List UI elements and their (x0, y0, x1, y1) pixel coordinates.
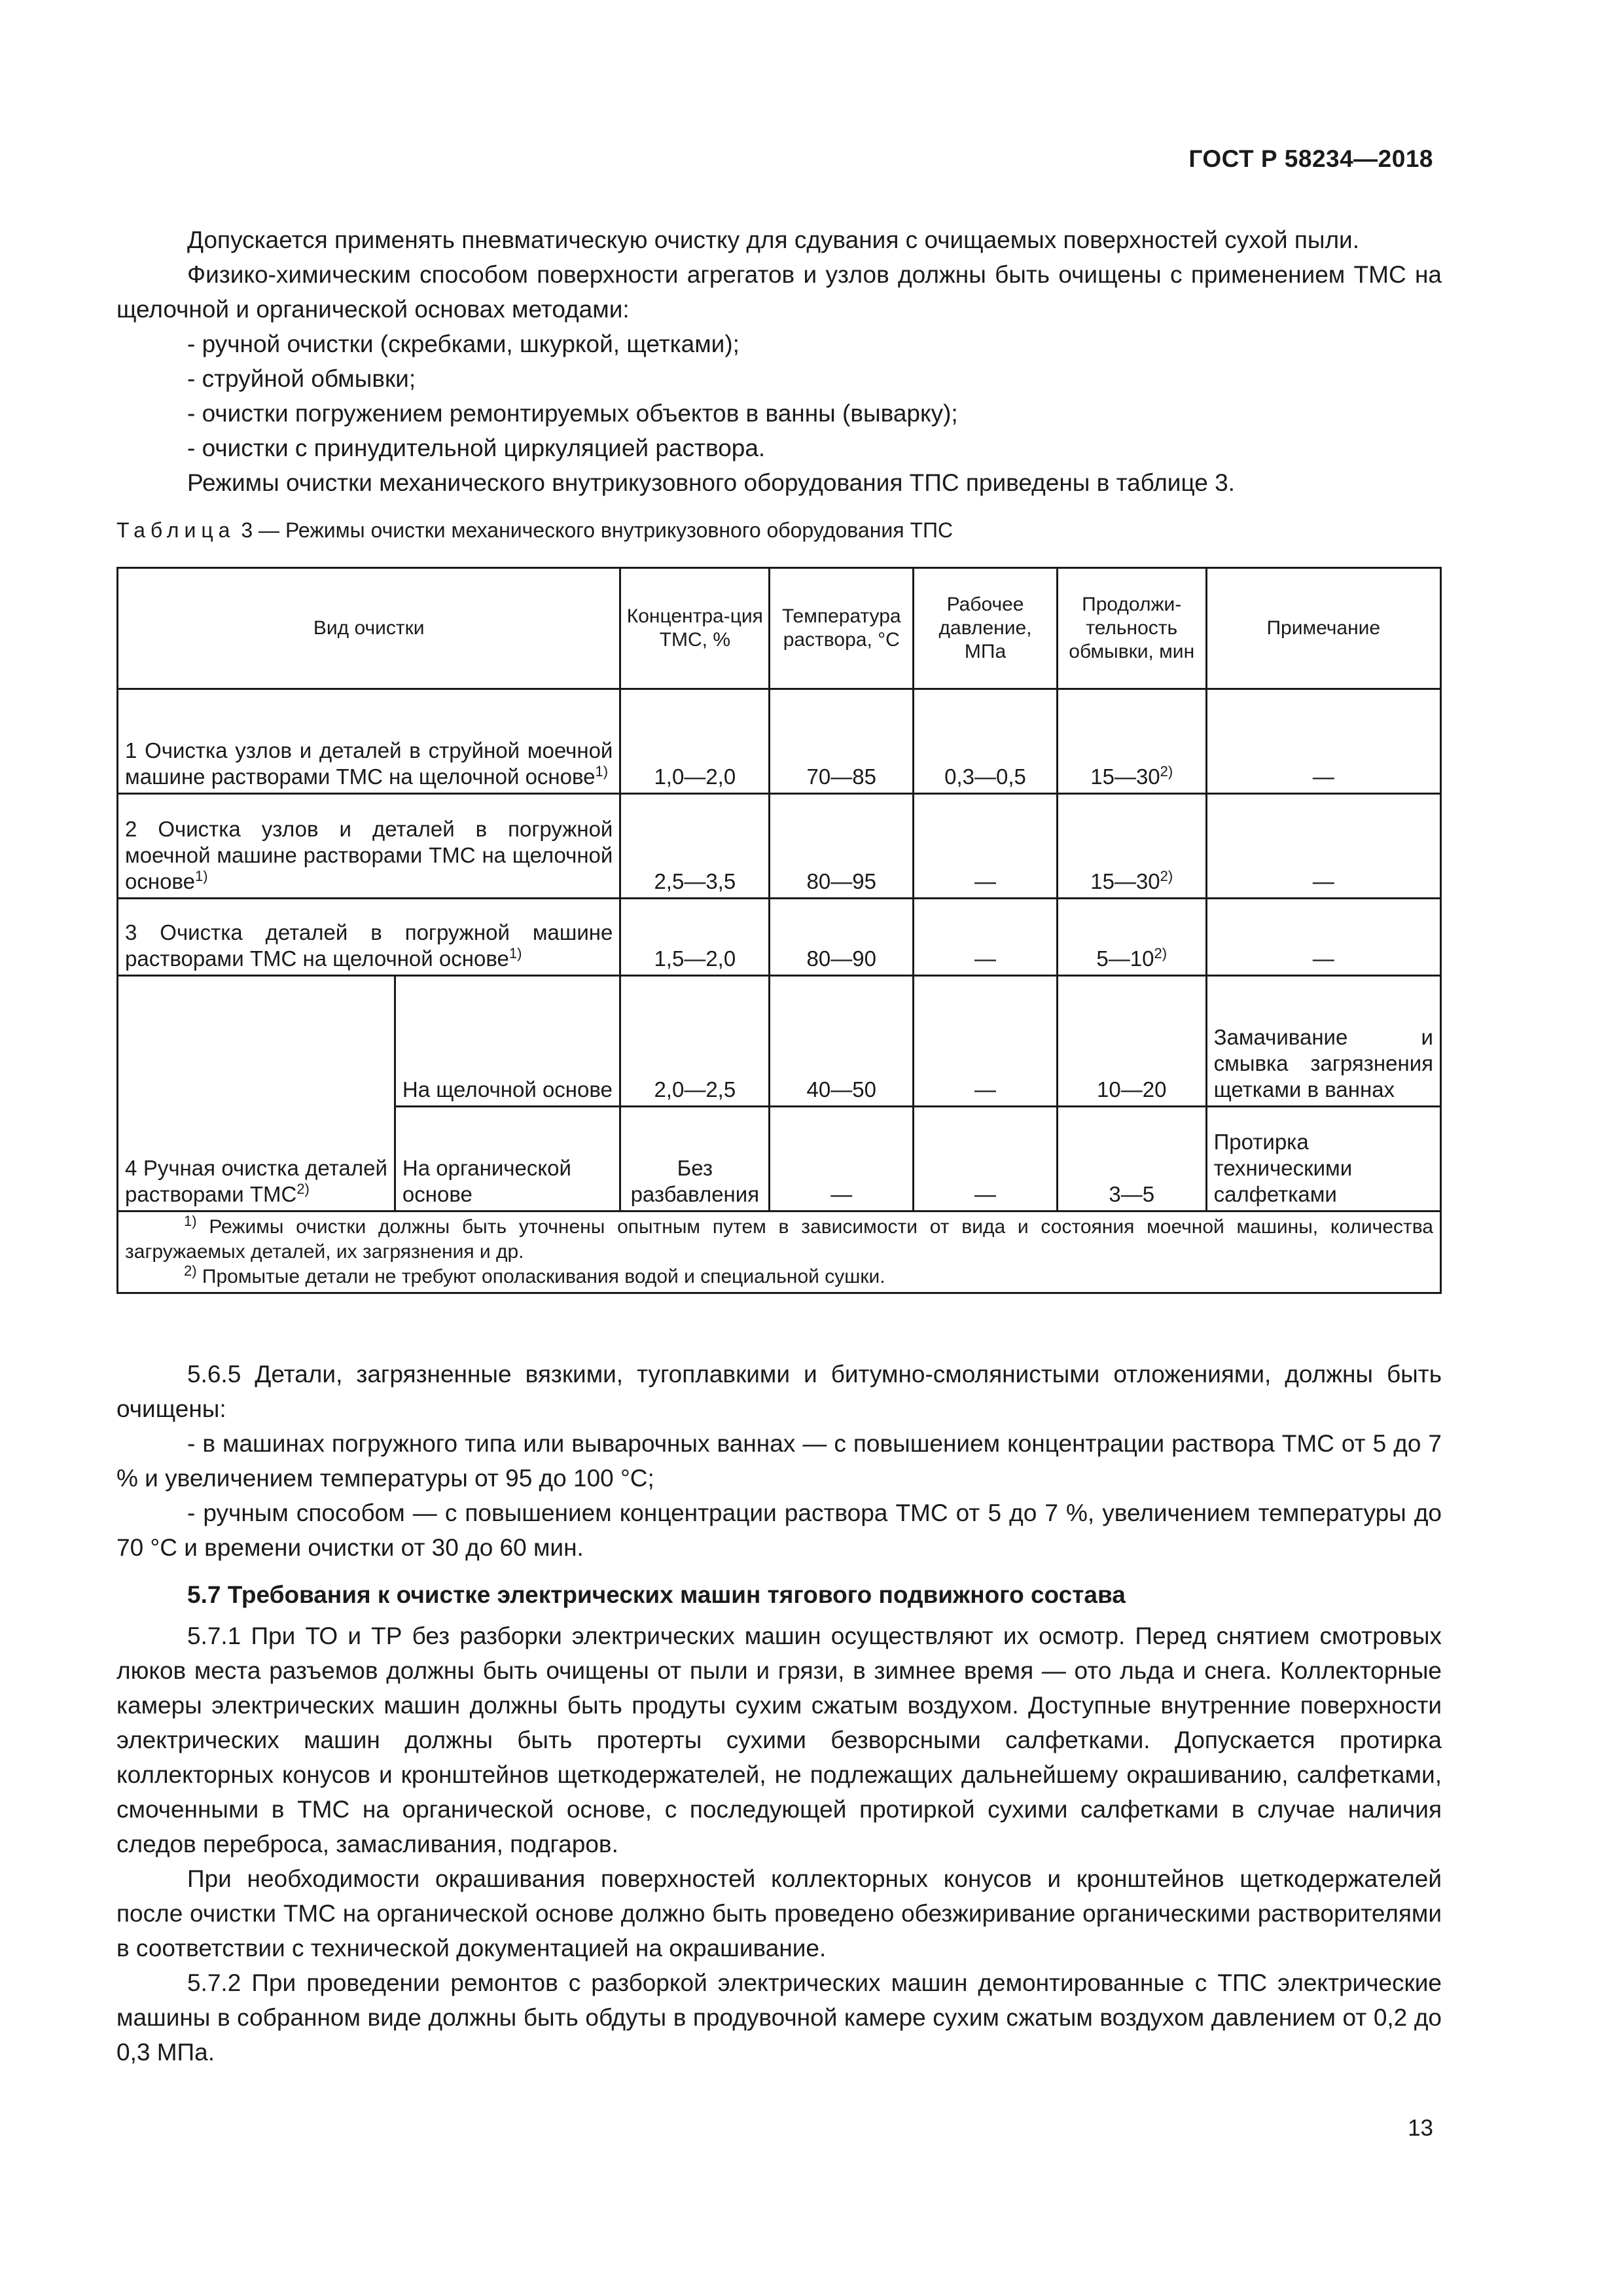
paragraph: 5.7.2 При проведении ремонтов с разборкой электрических машин демонтированные с ТПС электрические машины в собранном виде должны быть обдуты в продувочной камере сухим сжатым воздухом давлением от 0,2 до 0,3 МПа. (116, 1969, 1442, 2066)
intro-block (116, 223, 1442, 500)
cell-note: — (1206, 899, 1440, 976)
list-item: - очистки с принудительной циркуляцией раствора. (187, 435, 766, 461)
footnote-mark: 2) (1160, 868, 1173, 884)
cell-concentration: 2,0—2,5 (620, 976, 770, 1107)
cell-duration (1057, 794, 1206, 899)
cell-concentration: Без разбавления (620, 1107, 770, 1211)
row-kind (118, 689, 620, 794)
paragraph: При необходимости окрашивания поверхностей коллекторных конусов и кронштейнов щеткодержателей после очистки ТМС на органической основе должно быть проведено обезжиривание органическими растворителями в соответствии с технической документацией на окрашивание. (116, 1865, 1442, 1962)
paragraph: 5.7.1 При ТО и ТР без разборки электрических машин осуществляют их осмотр. Перед снятием смотровых люков места разъемов должны быть очищены от пыли и грязи, в зимнее время — ото льда и снега. Коллекторные камеры электрических машин должны быть продуты сухим сжатым воздухом. Доступные внутренние поверхности электрических машин должны быть протерты сухими безворсными салфетками. Допускается протирка коллекторных конусов и кронштейнов щеткодержателей, не подлежащих дальнейшему окрашиванию, салфетками, смоченными в ТМС на органической основе, с последующей протиркой сухими салфетками в случае наличия следов переброса, замасливания, подгаров. (116, 1623, 1442, 1857)
list-item: - ручным способом — с повышением концентрации раствора ТМС от 5 до 7 %, увеличением температуры до 70 °С и времени очистки от 30 до 60 мин. (116, 1499, 1442, 1561)
cell-note: — (1206, 689, 1440, 794)
section-57 (116, 1577, 1442, 2070)
cell-temperature: 70—85 (770, 689, 914, 794)
section-title: 5.7 Требования к очистке электрических машин тягового подвижного состава (187, 1581, 1126, 1608)
table-row (118, 976, 1441, 1107)
kind-text: 2 Очистка узлов и деталей в погружной моечной машине растворами ТМС на щелочной основе (125, 817, 613, 893)
list-item: - очистки погружением ремонтируемых объектов в ванны (выварку); (187, 400, 958, 427)
document-number: ГОСТ Р 58234—2018 (1188, 145, 1433, 172)
footnote-mark: 1) (508, 945, 522, 961)
cell-concentration: 1,0—2,0 (620, 689, 770, 794)
row-kind (118, 794, 620, 899)
cell-note: — (1206, 794, 1440, 899)
footnote-mark: 1) (194, 868, 208, 884)
sub-base-organic: На органической основе (395, 1107, 620, 1211)
header-kind: Вид очистки (118, 568, 620, 689)
footnote (125, 1265, 1433, 1289)
list-item: - струйной обмывки; (187, 365, 416, 392)
table-caption-text: 3 — Режимы очистки механического внутрикузовного оборудования ТПС (241, 518, 954, 542)
footnote-mark: 2) (1154, 945, 1168, 961)
footnote-text: Промытые детали не требуют ополаскивания водой и специальной сушки. (202, 1266, 885, 1287)
table-footnotes (118, 1211, 1441, 1293)
table-row (118, 899, 1441, 976)
cell-pressure: 0,3—0,5 (914, 689, 1058, 794)
kind-text: 1 Очистка узлов и деталей в струйной моечной машине растворами ТМС на щелочной основе (125, 738, 613, 789)
row-kind (118, 976, 395, 1211)
footnote-text: Режимы очистки должны быть уточнены опытным путем в зависимости от вида и состояния моечной машины, количества загружаемых деталей, их загрязнения и др. (125, 1216, 1433, 1263)
cell-note: Замачивание и смывка загрязнения щетками в ваннах (1206, 976, 1440, 1107)
kind-text: 3 Очистка деталей в погружной машине растворами ТМС на щелочной основе (125, 920, 613, 971)
duration-text: 15—30 (1090, 869, 1160, 893)
cleaning-modes-table (116, 567, 1442, 1294)
paragraph: Допускается применять пневматическую очистку для сдувания с очищаемых поверхностей сухой пыли. (187, 226, 1359, 253)
cell-temperature: 80—95 (770, 794, 914, 899)
sub-base-alkaline: На щелочной основе (395, 976, 620, 1107)
header-duration: Продолжи-тельность обмывки, мин (1057, 568, 1206, 689)
header-note: Примечание (1206, 568, 1440, 689)
table-row (118, 794, 1441, 899)
cell-temperature: 80—90 (770, 899, 914, 976)
paragraph: Физико-химическим способом поверхности агрегатов и узлов должны быть очищены с применением ТМС на щелочной и органической основах методами: (116, 261, 1442, 323)
cell-duration (1057, 689, 1206, 794)
cell-duration (1057, 899, 1206, 976)
cell-duration: 3—5 (1057, 1107, 1206, 1211)
footnote-mark: 1) (595, 763, 609, 780)
cell-temperature: — (770, 1107, 914, 1211)
duration-text: 15—30 (1090, 764, 1160, 789)
footnote-mark: 2) (296, 1181, 310, 1197)
list-item: - в машинах погружного типа или выварочных ваннах — с повышением концентрации раствора ТМС от 5 до 7 % и увеличением температуры от 95 до 100 °С; (116, 1430, 1442, 1492)
page-number: 13 (1408, 2115, 1433, 2141)
cell-duration: 10—20 (1057, 976, 1206, 1107)
footnote (125, 1215, 1433, 1265)
cell-pressure: — (914, 794, 1058, 899)
duration-text: 5—10 (1096, 946, 1154, 971)
table-row (118, 689, 1441, 794)
footnote-mark: 1) (184, 1213, 197, 1229)
row-kind (118, 899, 620, 976)
table-caption (116, 517, 953, 543)
table-header-row (118, 568, 1441, 689)
cell-concentration: 2,5—3,5 (620, 794, 770, 899)
table-caption-word: Таблица (116, 518, 236, 542)
table-footnotes-row (118, 1211, 1441, 1293)
cell-note: Протирка техническими салфетками (1206, 1107, 1440, 1211)
cell-pressure: — (914, 1107, 1058, 1211)
list-item: - ручной очистки (скребками, шкуркой, щетками); (187, 331, 740, 357)
footnote-mark: 2) (184, 1263, 197, 1279)
cell-temperature: 40—50 (770, 976, 914, 1107)
kind-text: 4 Ручная очистка деталей растворами ТМС (125, 1156, 387, 1206)
section-565 (116, 1357, 1442, 1565)
paragraph: Режимы очистки механического внутрикузовного оборудования ТПС приведены в таблице 3. (187, 469, 1235, 496)
cell-concentration: 1,5—2,0 (620, 899, 770, 976)
cell-pressure: — (914, 899, 1058, 976)
cell-pressure: — (914, 976, 1058, 1107)
header-temperature: Температура раствора, °С (770, 568, 914, 689)
header-concentration: Концентра-ция ТМС, % (620, 568, 770, 689)
footnote-mark: 2) (1160, 763, 1173, 780)
paragraph: 5.6.5 Детали, загрязненные вязкими, тугоплавкими и битумно-смолянистыми отложениями, должны быть очищены: (116, 1361, 1442, 1422)
header-pressure: Рабочее давление, МПа (914, 568, 1058, 689)
